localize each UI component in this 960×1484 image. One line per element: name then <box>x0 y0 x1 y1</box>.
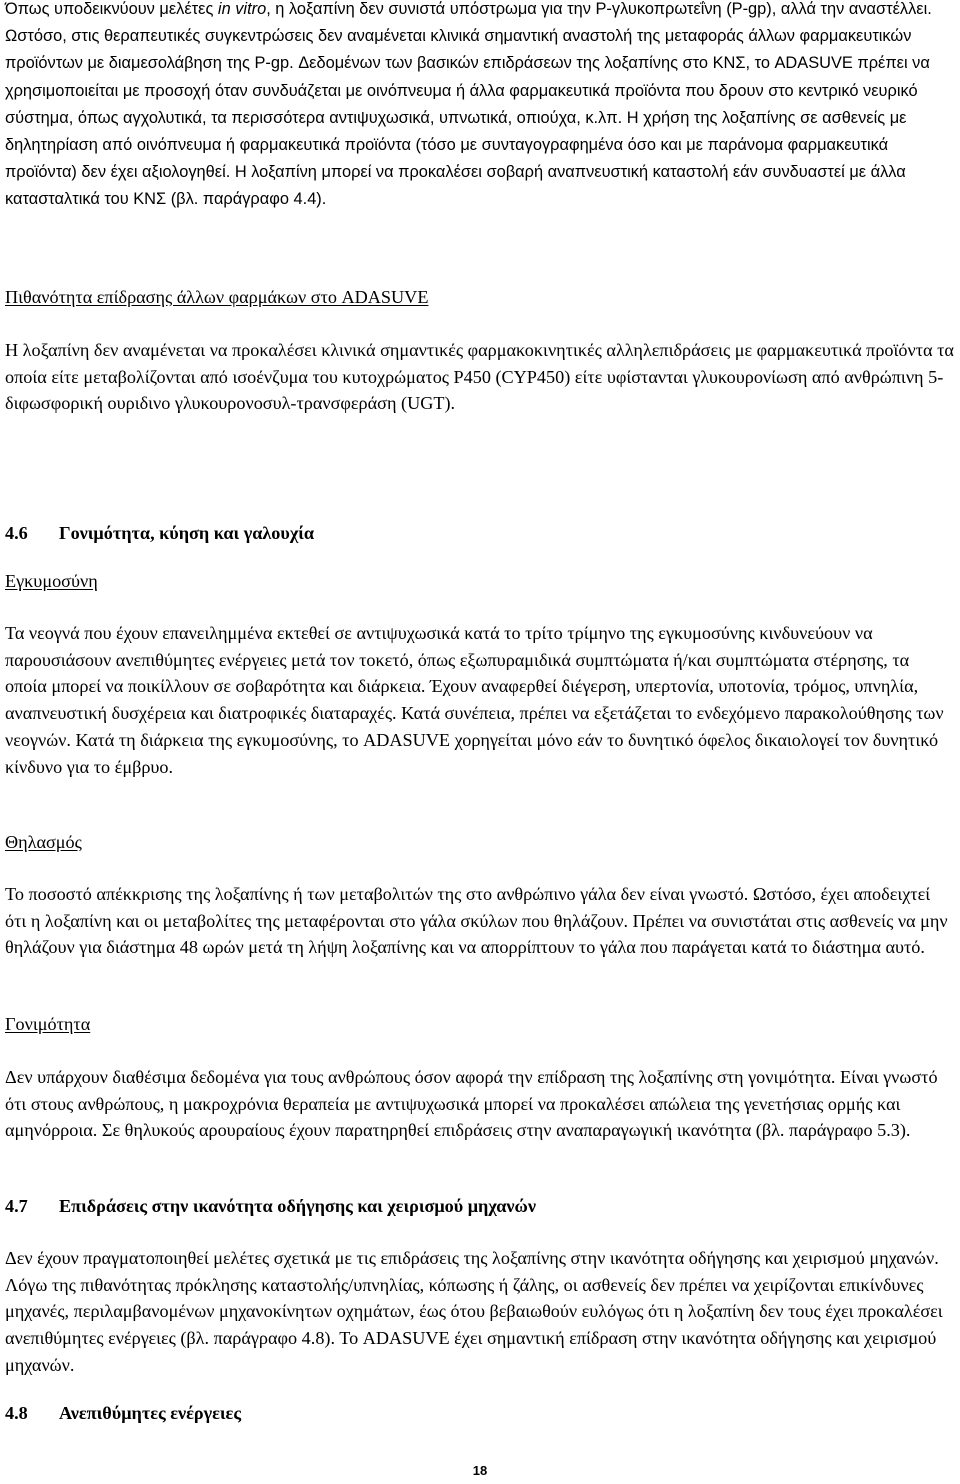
section-number: 4.6 <box>5 523 28 543</box>
in-vitro-term: in vitro <box>217 0 267 18</box>
subheading-fertility-text: Γονιμότητα <box>5 1014 91 1034</box>
paragraph-interactions <box>5 0 955 214</box>
subheading-breastfeeding-text: Θηλασμός <box>5 832 82 852</box>
subheading-pregnancy-text: Εγκυμοσύνη <box>5 571 98 591</box>
section-heading-4-6 <box>5 520 955 547</box>
paragraph-pharmacokinetics: Η λοξαπίνη δεν αναμένεται να προκαλέσει κλινικά σημαντικές φαρμακοκινητικές αλληλεπιδράσεις με φαρμακευτικά προϊόντα τα οποία είτε μεταβολίζονται από ισοένζυμα του κυτοχρώματος P450 (CYP450) είτε υφίστανται γλυκουρονίωση από ανθρώπινη 5-διφωσφορική ουριδινο γλυκουρονοσυλ-τρανσφεράση (UGT). <box>5 340 954 414</box>
section-title: Επιδράσεις στην ικανότητα οδήγησης και χειρισμού μηχανών <box>59 1196 536 1216</box>
subheading-breastfeeding <box>5 829 955 856</box>
paragraph-pregnancy: Τα νεογνά που έχουν επανειλημμένα εκτεθεί σε αντιψυχωσικά κατά το τρίτο τρίμηνο της εγκυμοσύνης κινδυνεύουν να παρουσιάσουν ανεπιθύμητες ενέργειες μετά τον τοκετό, όπως εξωπυραμιδικά συμπτώματα ή/και συμπτώματα στέρησης, τα οποία μπορεί να ποικίλλουν σε σοβαρότητα και διάρκεια. Έχουν αναφερθεί διέγερση, υπερτονία, υποτονία, τρόμος, υπνηλία, αναπνευστική δυσχέρεια και διατροφικές διαταραχές. Κατά συνέπεια, πρέπει να εξετάζεται το ενδεχόμενο παρακολούθησης των νεογνών. Κατά τη διάρκεια της εγκυμοσύνης, το ADASUVE χορηγείται μόνο εάν το δυνητικό όφελος δικαιολογεί τον δυνητικό κίνδυνο για το έμβρυο. <box>5 623 944 777</box>
subheading-other-drugs-effect <box>5 284 955 311</box>
section-number: 4.8 <box>5 1403 28 1423</box>
paragraph-interactions-text-c: , η λοξαπίνη δεν συνιστά υπόστρωμα για την P-γλυκοπρωτεΐνη (P-gp), αλλά την αναστέλλει. Ωστόσο, στις θεραπευτικές συγκεντρώσεις δεν αναμένεται κλινικά σημαντική αναστολή της μεταφοράς άλλων φαρμακευτικών προϊόντων με διαμεσολάβηση της P-gp. Δεδομένων των βασικών επιδράσεων της λοξαπίνης στο ΚΝΣ, το ADASUVE πρέπει να χρησιμοποιείται με προσοχή όταν συνδυάζεται με οινόπνευμα ή άλλα φαρμακευτικά προϊόντα που δρουν στο κεντρικό νευρικό σύστημα, όπως αγχολυτικά, τα περισσότερα αντιψυχωσικά, υπνωτικά, οπιούχα, κ.λπ. Η χρήση της λοξαπίνης σε ασθενείς με δηλητηρίαση από οινόπνευμα ή φαρμακευτικά προϊόντα (τόσο με συνταγογραφημένα όσο και με παράνομα φαρμακευτικά προϊόντα) δεν έχει αξιολογηθεί. Η λοξαπίνη μπορεί να προκαλέσει σοβαρή αναπνευστική καταστολή εάν συνδυαστεί με άλλα κατασταλτικά του ΚΝΣ (βλ. παράγραφο 4.4). <box>5 0 932 209</box>
section-title: Ανεπιθύμητες ενέργειες <box>59 1403 241 1423</box>
paragraph-driving: Δεν έχουν πραγματοποιηθεί μελέτες σχετικά με τις επιδράσεις της λοξαπίνης στην ικανότητα οδήγησης και χειρισμού μηχανών. Λόγω της πιθανότητας πρόκλησης καταστολής/υπνηλίας, κόπωσης ή ζάλης, οι ασθενείς δεν πρέπει να χειρίζονται επικίνδυνες μηχανές, περιλαμβανομένων μηχανοκίνητων οχημάτων, έως ότου βεβαιωθούν ευλόγως ότι η λοξαπίνη δεν τους έχει προκαλέσει ανεπιθύμητες ενέργειες (βλ. παράγραφο 4.8). Το ADASUVE έχει σημαντική επίδραση στην ικανότητα οδήγησης και χειρισμού μηχανών. <box>5 1248 943 1375</box>
paragraph-interactions-text-a: Όπως υποδεικνύουν μελέτες <box>5 0 218 18</box>
section-number: 4.7 <box>5 1196 28 1216</box>
page-number: 18 <box>472 1463 488 1478</box>
paragraph-fertility: Δεν υπάρχουν διαθέσιμα δεδομένα για τους ανθρώπους όσον αφορά την επίδραση της λοξαπίνης στη γονιμότητα. Είναι γνωστό ότι στους ανθρώπους, η μακροχρόνια θεραπεία με αντιψυχωσικά μπορεί να προκαλέσει απώλεια της γενετήσιας ορμής και αμηνόρροια. Σε θηλυκούς αρουραίους έχουν παρατηρηθεί επιδράσεις στην αναπαραγωγική ικανότητα (βλ. παράγραφο 5.3). <box>5 1067 938 1141</box>
subheading-fertility <box>5 1011 955 1038</box>
subheading-pregnancy <box>5 568 955 595</box>
section-title: Γονιμότητα, κύηση και γαλουχία <box>59 523 315 543</box>
paragraph-breastfeeding: Το ποσοστό απέκκρισης της λοξαπίνης ή των μεταβολιτών της στο ανθρώπινο γάλα δεν είναι γνωστό. Ωστόσο, έχει αποδειχτεί ότι η λοξαπίνη και οι μεταβολίτες της μεταφέρονται στο γάλα σκύλων που θηλάζουν. Πρέπει να συνιστάται στις ασθενείς να μην θηλάζουν για διάστημα 48 ωρών μετά τη λήψη λοξαπίνης και να απορρίπτουν το γάλα που παράγεται κατά το διάστημα αυτό. <box>5 884 948 958</box>
section-heading-4-8 <box>5 1400 955 1427</box>
section-heading-4-7 <box>5 1193 955 1220</box>
subheading-other-drugs-effect-text: Πιθανότητα επίδρασης άλλων φαρμάκων στο ADASUVE <box>5 287 429 307</box>
